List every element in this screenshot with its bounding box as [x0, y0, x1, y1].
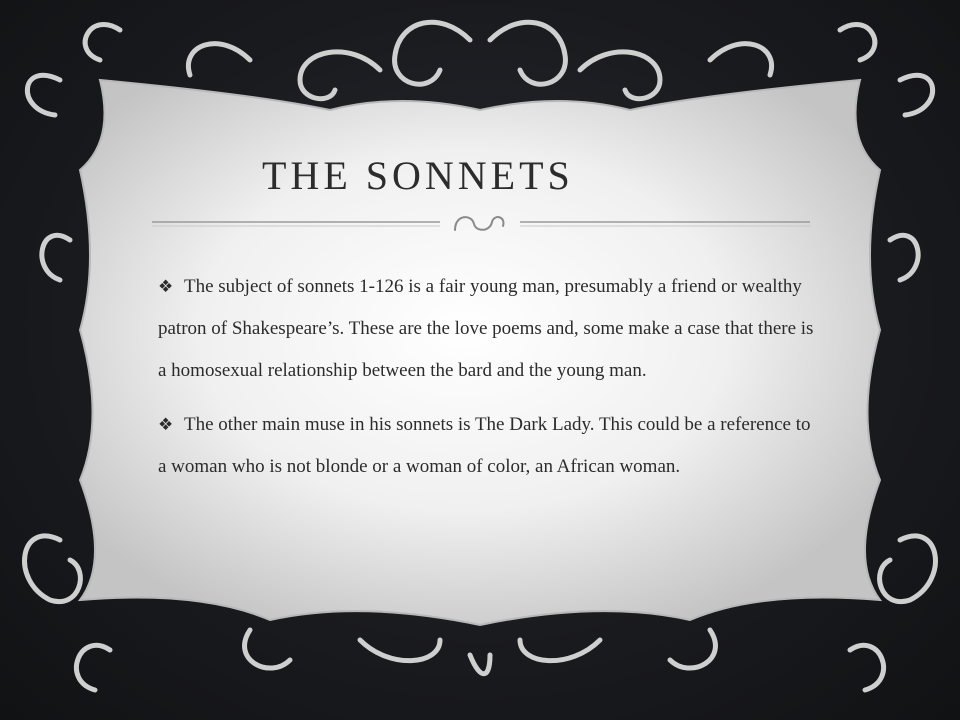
bullet-text: The other main muse in his sonnets is The Dark Lady. This could be a reference to a woman who is not blonde or a woman of color, an African woman. — [158, 414, 811, 477]
bullet-list — [158, 266, 818, 500]
bullet-text: The subject of sonnets 1-126 is a fair young man, presumably a friend or wealthy patron of Shakespeare’s. These are the love poems and, some make a case that there is a homosexual relationship between the bard and the young man. — [158, 276, 814, 381]
bullet-item — [158, 266, 818, 392]
bullet-item — [158, 404, 818, 488]
bottom-ornaments — [245, 630, 716, 674]
diamond-flower-icon: ❖ — [158, 415, 174, 434]
slide-title: THE SONNETS — [262, 153, 574, 198]
diamond-flower-icon: ❖ — [158, 277, 174, 296]
